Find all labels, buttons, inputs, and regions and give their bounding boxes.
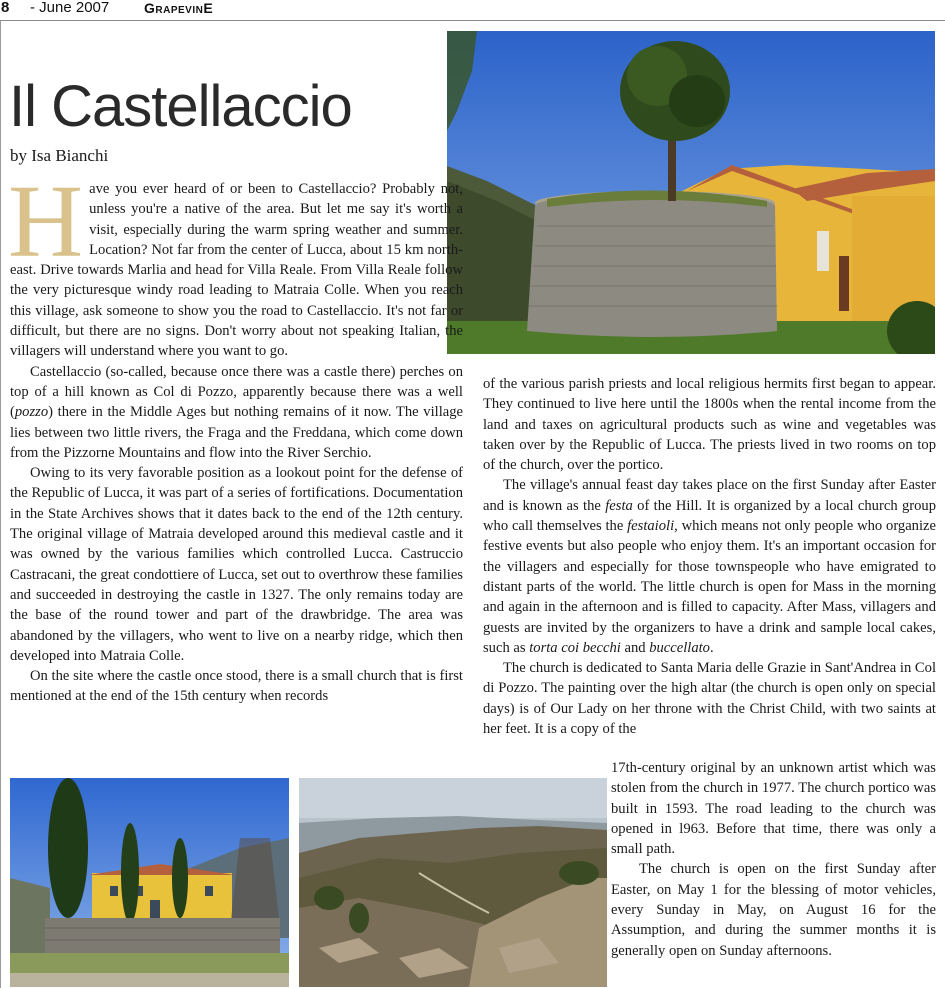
paragraph-painting-stolen: 17th-century original by an unknown artist which was stolen from the church in 1977. The church portico was built in 1593. The road leading to the church was opened in l963. Before that time, there was only a small path. xyxy=(611,760,936,858)
paragraph-dedication: The church is dedicated to Santa Maria delle Grazie in Sant'Andrea in Col di Pozzo. The painting over the high altar (the church is open only on special days) is of Our Lady on her throne with the Christ Child, with two saints at her feet. It is a copy of the xyxy=(483,660,936,738)
article-column-2 xyxy=(483,374,936,739)
left-margin-rule xyxy=(0,20,1,988)
paragraph-intro xyxy=(8,164,463,362)
page-number: 8 xyxy=(1,0,10,16)
article-column-3 xyxy=(611,758,936,961)
paragraph-col-di-pozzo xyxy=(10,362,463,463)
page-header xyxy=(0,0,945,20)
italic-term: pozzo xyxy=(14,404,49,421)
paragraph-opening-days: The church is open on the first Sunday after Easter, on May 1 for the blessing of motor vehicles, every Sunday in May, on August 16 for the Assumption, and during the summer months it is generally open on Sunday afternoons. xyxy=(611,861,936,959)
castle-tower-photo xyxy=(447,31,935,354)
header-rule xyxy=(0,20,945,21)
paragraph-priests: of the various parish priests and local religious hermits first began to appear. They continued to live here until the 1800s when the rental income from the land and taxes on agricultural products such as wine and vegetables was taken over by the Republic of Lucca. The priests lived in two rooms on top of the church, over the portico. xyxy=(483,376,936,474)
paragraph-text: , which means not only people who organize festive events but also people who enjoy them. It's an important occasion for the villagers and especially for those townspeople who have emigrated to distant parts of the world. The little church is open for Mass in the morning and again in the afternoon and is filled to capacity. After Mass, villagers and guests are invited by the organizers to have a drink and sample local cakes, such as xyxy=(483,518,936,656)
paragraph-text: ) there in the Middle Ages but nothing remains of it now. The village lies between two little rivers, the Fraga and the Freddana, which come down from the Pizzorne Mountains and flow into the River Serchio. xyxy=(10,404,463,461)
article-byline: by Isa Bianchi xyxy=(10,146,109,165)
villa-cypress-photo xyxy=(10,778,289,987)
paragraph-text: The village's annual feast day takes place on the first Sunday after Easter and is known as the xyxy=(483,477,936,514)
italic-term: festaioli xyxy=(627,518,675,535)
article-column-1 xyxy=(8,164,463,707)
italic-term: buccellato xyxy=(649,639,710,656)
valley-view-photo xyxy=(299,778,607,987)
paragraph-text: . xyxy=(709,639,714,656)
paragraph-church-site: On the site where the castle once stood, there is a small church that is first mentioned at the end of the 15th century when records xyxy=(10,668,463,705)
italic-term: torta coi becchi xyxy=(529,639,621,656)
issue-date: - June 2007 xyxy=(30,0,110,16)
publication-name: GrapevinE xyxy=(144,0,214,16)
paragraph-intro-text: ave you ever heard of or been to Castellaccio? Probably not, unless you're a native of the area. But let me say it's worth a visit, especially during the warm spring weather and summer. Location? Not far from the center of Lucca, about 15 km north-east. Drive towards Marlia and head for Villa Reale. From Villa Reale follow the very picturesque windy road leading to Matraia Colle. When you reach this village, ask someone to show you the road to Castellaccio. It's not far or difficult, but there are no signs. Don't worry about not speaking Italian, the villagers will understand where you want to go. xyxy=(10,181,463,360)
drop-cap: H xyxy=(8,164,84,279)
paragraph-text: of the Hill. It is organized by a local church group who call themselves the xyxy=(483,497,937,535)
paragraph-text: and xyxy=(620,639,650,656)
paragraph-text: Castellaccio (so-called, because once there was a castle there) perches on top of a hill known as Col di Pozzo, apparently because there was a well ( xyxy=(10,363,463,421)
article-title: Il Castellaccio xyxy=(9,74,352,139)
italic-term: festa xyxy=(605,497,633,514)
paragraph-fortification: Owing to its very favorable position as a lookout point for the defense of the Republic of Lucca, it was part of a series of fortifications. Documentation in the State Archives shows that it dates back to the end of the 12th century. The original village of Matraia developed around this medieval castle and it was owned by the various families which controlled Lucca. Castruccio Castracani, the great condottiere of Lucca, set out to overthrow these families and succeeded in destroying the castle in 1327. The only remains today are the base of the round tower and part of the drawbridge. The area was abandoned by the villagers, who went to live on a nearby ridge, which then developed into Matraia Colle. xyxy=(10,465,463,664)
paragraph-feast-day xyxy=(483,475,936,658)
